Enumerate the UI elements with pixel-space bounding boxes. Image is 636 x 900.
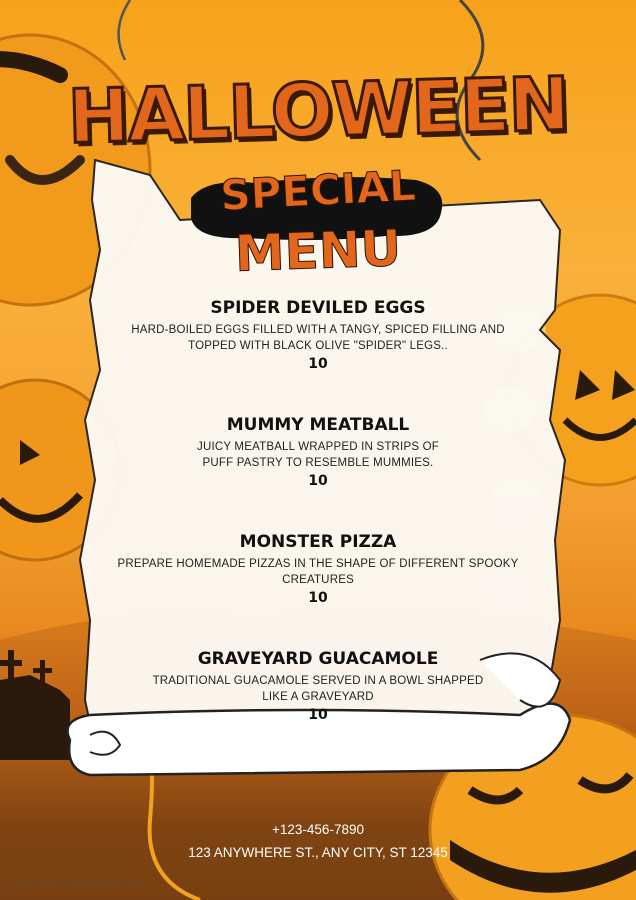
menu-item-description: TRADITIONAL GUACAMOLE SERVED IN A BOWL SHAPPED LIKE A GRAVEYARD <box>152 675 484 703</box>
menu-item-name: MONSTER PIZZA <box>239 532 397 552</box>
menu-item <box>110 296 526 413</box>
menu-item-description: HARD-BOILED EGGS FILLED WITH A TANGY, SPICED FILLING AND TOPPED WITH BLACK OLIVE "SPIDER" LEGS.. <box>131 324 505 352</box>
menu-item <box>110 530 526 647</box>
subtitle-menu: MENU <box>233 219 403 283</box>
watermark: Made with PosterMyWall.com <box>10 877 142 888</box>
menu-item-name: SPIDER DEVILED EGGS <box>210 298 426 318</box>
menu-item-price: 10 <box>308 590 328 606</box>
menu-item-description: JUICY MEATBALL WRAPPED IN STRIPS OF PUFF PASTRY TO RESEMBLE MUMMIES. <box>197 441 439 469</box>
subtitle-special: SPECIAL <box>219 160 417 221</box>
menu-items-list <box>110 296 526 725</box>
menu-item-name: GRAVEYARD GUACAMOLE <box>197 649 439 669</box>
menu-item-price: 10 <box>308 473 328 489</box>
menu-item-price: 10 <box>308 707 328 723</box>
address: 123 ANYWHERE ST., ANY CITY, ST 12345 <box>188 845 448 860</box>
menu-item-description: PREPARE HOMEMADE PIZZAS IN THE SHAPE OF DIFFERENT SPOOKY CREATURES <box>117 558 519 586</box>
menu-item <box>110 413 526 530</box>
menu-item-name: MUMMY MEATBALL <box>226 415 410 435</box>
page-title: HALLOWEEN <box>66 61 570 161</box>
contact-info <box>0 818 636 864</box>
menu-item-price: 10 <box>308 356 328 372</box>
phone-number: +123-456-7890 <box>272 822 364 837</box>
menu-item <box>110 647 526 725</box>
